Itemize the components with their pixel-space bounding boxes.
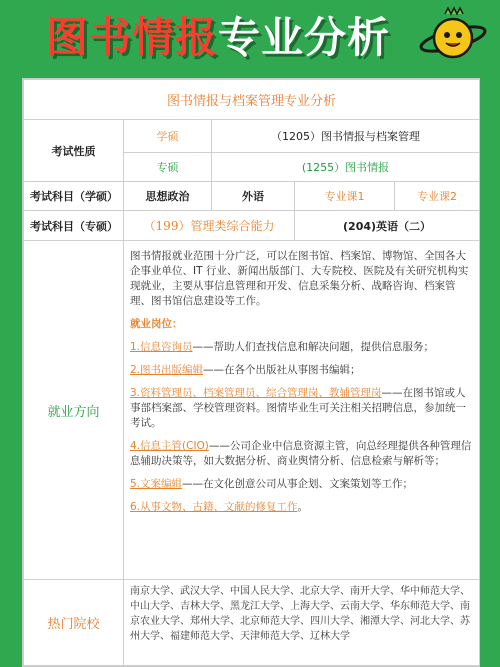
job-link[interactable]: 1.信息咨询员: [130, 341, 193, 353]
analysis-table: [23, 79, 480, 666]
hot-schools-label: 热门院校: [24, 580, 124, 666]
job-item: [130, 439, 473, 469]
job-text: ——在各个出版社从事图书编辑；: [203, 364, 361, 376]
job-link[interactable]: 6.从事文物、古籍、文献的修复工作: [130, 501, 298, 513]
exam-nature-label: 考试性质: [24, 120, 124, 182]
job-item: [130, 386, 473, 431]
job-text: 。: [297, 501, 309, 513]
subjects-academic-label: 考试科目（学硕）: [24, 182, 124, 211]
job-link[interactable]: 2.图书出版编辑: [130, 364, 204, 376]
title-red: 图书情报: [46, 13, 219, 62]
professional-value: (1255）图书情报: [212, 153, 480, 182]
section-title: 图书情报与档案管理专业分析: [24, 80, 480, 120]
hot-schools-list: 南京大学、武汉大学、中国人民大学、北京大学、南开大学、华中师范大学、中山大学、吉林大学、黑龙江大学、上海大学、云南大学、华东师范大学、南京农业大学、郑州大学、北京师范大学、四川大学、湘潭大学、河北大学、苏州大学、福建师范大学、天津师范大学、辽林大学: [124, 580, 480, 666]
job-text: ——在图书馆或人事部档案部、学校管理资料。图情毕业生可关注相关招聘信息，参加统一考试。: [130, 387, 466, 429]
planet-mascot-icon: [418, 6, 488, 68]
job-link[interactable]: 5.文案编辑: [130, 478, 183, 490]
employ-positions-label: 就业岗位：: [130, 318, 183, 330]
employ-intro: 图书情报就业范围十分广泛，可以在图书馆、档案馆、博物馆、全国各大企事业单位、IT 行业、新闻出版部门、大专院校、医院及有关研究机构实现就业，主要从事信息管理和开发、信息采集分析、战略咨询、档案管理、图书馆信息建设等工作。: [130, 250, 469, 307]
job-item: [130, 477, 473, 492]
title-white: 专业分析: [218, 13, 391, 62]
subjects-professional-label: 考试科目（专硕）: [24, 211, 124, 241]
job-text: ——帮助人们查找信息和解决问题，提供信息服务；: [192, 341, 435, 353]
job-text: ——在文化创意公司从事企划、文案策划等工作；: [182, 478, 414, 490]
prof-major1-cell: （199）管理类综合能力: [124, 211, 295, 241]
academic-value: （1205）图书情报与档案管理: [212, 120, 480, 153]
politics-cell: 思想政治: [124, 182, 212, 211]
employ-label: 就业方向: [24, 241, 124, 580]
professional-label: 专硕: [124, 153, 212, 182]
major1-cell: 专业课1: [295, 182, 395, 211]
employ-content: [124, 241, 480, 580]
job-text: ——公司企业中信息资源主管，向总经理提供各种管理信息辅助决策等，如大数据分析、商业舆情分析、信息检索与解析等；: [130, 440, 472, 467]
major2-cell: 专业课2: [395, 182, 480, 211]
job-item: [130, 500, 473, 515]
header: [0, 0, 500, 80]
job-item: [130, 340, 473, 355]
page-title: [46, 10, 390, 66]
academic-label: 学硕: [124, 120, 212, 153]
prof-major2-cell: (204)英语（二）: [295, 211, 480, 241]
job-link[interactable]: 3.资料管理员、档案管理员、综合管理岗、教辅管理岗: [130, 387, 382, 399]
analysis-card: [22, 78, 480, 667]
job-link[interactable]: 4.信息主管(CIO): [130, 440, 209, 452]
job-item: [130, 363, 473, 378]
foreign-language-cell: 外语: [212, 182, 295, 211]
